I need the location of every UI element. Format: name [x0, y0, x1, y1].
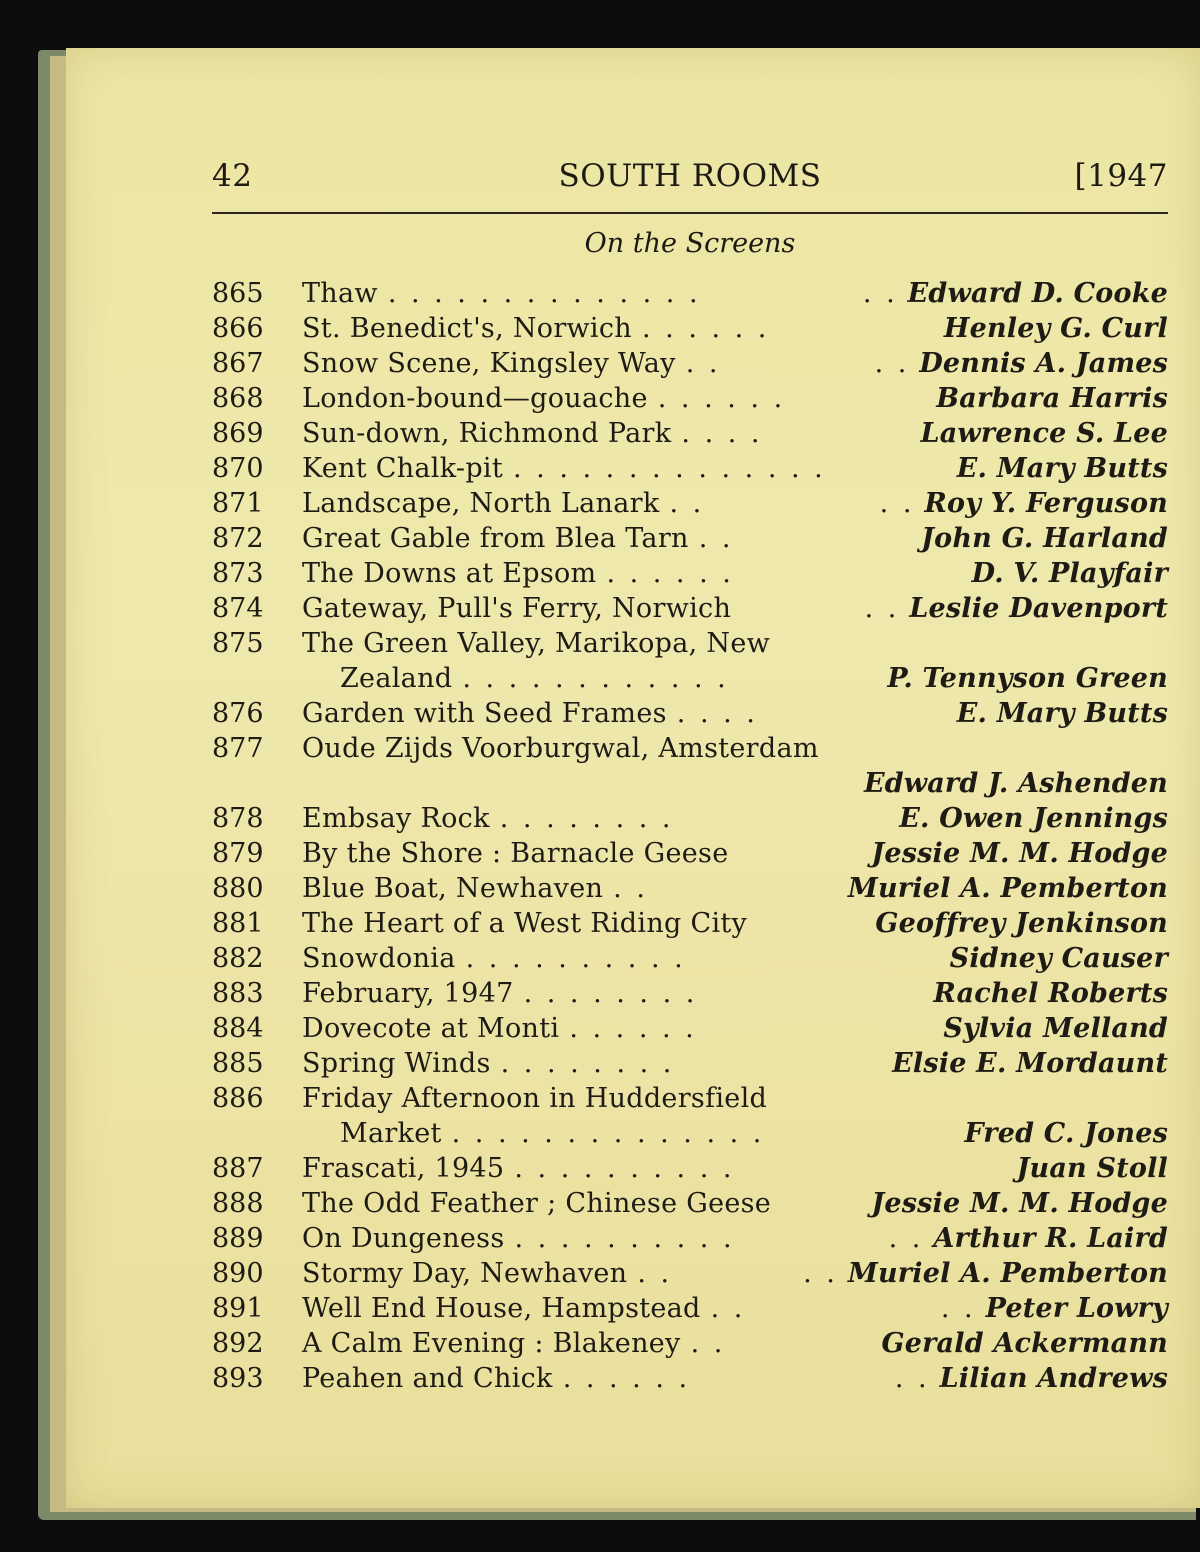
entry-artist-wrap — [943, 1011, 1168, 1046]
entry-title-wrap — [302, 906, 747, 941]
entry-number: 891 — [212, 1293, 264, 1324]
entry-artist-wrap — [871, 836, 1168, 871]
entry-artist-wrap — [921, 416, 1168, 451]
entry-line — [212, 556, 1168, 591]
catalogue-entry — [212, 556, 1168, 591]
entry-number: 868 — [212, 383, 264, 414]
running-head — [212, 158, 1168, 202]
entry-line — [212, 1011, 1168, 1046]
leader-dots: . . . . . . — [641, 313, 770, 344]
catalogue-entry — [212, 626, 1168, 696]
entry-number: 884 — [212, 1013, 264, 1044]
entry-artist: Dennis A. James — [919, 348, 1168, 379]
catalogue-entry — [212, 976, 1168, 1011]
entry-title-wrap — [302, 1326, 725, 1361]
entry-number: 893 — [212, 1363, 264, 1394]
catalogue-entry — [212, 906, 1168, 941]
leader-dots: . . . . . . — [562, 1363, 691, 1394]
leader-dots: . . . . . . . . . . — [514, 1153, 735, 1184]
entry-line — [212, 906, 1168, 941]
entry-title: Spring Winds — [302, 1048, 491, 1079]
entry-title: Snow Scene, Kingsley Way — [302, 348, 676, 379]
entry-title-wrap — [302, 1081, 767, 1116]
entry-title: The Downs at Epsom — [302, 558, 597, 589]
leader-dots: . . — [669, 488, 705, 519]
leader-dots: . . — [888, 1223, 924, 1254]
header-rule — [212, 212, 1168, 214]
leader-dots: . . — [874, 348, 910, 379]
entry-artist: Geoffrey Jenkinson — [875, 908, 1168, 939]
leader-dots: . . . . . . — [606, 558, 734, 589]
catalogue-entry — [212, 1081, 1168, 1151]
entry-title-wrap — [302, 521, 733, 556]
catalogue-entry — [212, 941, 1168, 976]
entry-artist: Sidney Causer — [949, 943, 1168, 974]
entry-artist: Arthur R. Laird — [933, 1223, 1168, 1254]
entry-number: 874 — [212, 593, 264, 624]
entry-title-continued: Market — [340, 1118, 442, 1149]
entry-artist-wrap — [933, 976, 1168, 1011]
leader-dots: . . — [698, 523, 734, 554]
entry-title: Garden with Seed Frames — [302, 698, 667, 729]
entry-number: 873 — [212, 558, 264, 589]
leader-dots: . . . . . . . . — [523, 978, 698, 1009]
entry-title-wrap — [302, 1151, 734, 1186]
catalogue-entry — [212, 311, 1168, 346]
entry-number: 878 — [212, 803, 264, 834]
entry-artist: P. Tennyson Green — [887, 663, 1168, 694]
catalogue-entry — [212, 1151, 1168, 1186]
leader-dots: . . — [710, 1293, 746, 1324]
catalogue-entry — [212, 801, 1168, 836]
entry-artist-wrap — [864, 766, 1168, 801]
entry-title-wrap — [302, 486, 704, 521]
entry-title: February, 1947 — [302, 978, 514, 1009]
entry-artist-wrap — [881, 1326, 1168, 1361]
leader-dots: . . . . . . . . — [499, 803, 674, 834]
entry-title-wrap — [302, 311, 769, 346]
entry-artist: John G. Harland — [921, 523, 1168, 554]
entry-line — [212, 696, 1168, 731]
catalogue-entry — [212, 731, 1168, 801]
leader-dots: . . — [637, 1258, 673, 1289]
entry-artist-wrap — [957, 451, 1168, 486]
entry-number: 881 — [212, 908, 264, 939]
entry-title: London-bound—gouache — [302, 383, 648, 414]
page-number: 42 — [212, 158, 253, 194]
entry-title-wrap — [302, 1256, 672, 1291]
entry-artist-wrap — [899, 801, 1168, 836]
catalogue-entry — [212, 1186, 1168, 1221]
leader-dots: . . — [803, 1258, 838, 1289]
entry-title: Blue Boat, Newhaven — [302, 873, 604, 904]
entry-artist-wrap — [848, 871, 1168, 906]
leader-dots: . . . . . . . . . . . . . . — [451, 1118, 765, 1149]
entry-line — [212, 1256, 1168, 1291]
entry-number: 865 — [212, 278, 264, 309]
entry-artist-wrap — [803, 1256, 1168, 1291]
entry-list — [212, 276, 1168, 1396]
catalogue-entry — [212, 871, 1168, 906]
catalogue-entry — [212, 416, 1168, 451]
entry-number: 879 — [212, 838, 264, 869]
entry-title-wrap — [302, 556, 734, 591]
entry-title: Frascati, 1945 — [302, 1153, 505, 1184]
entry-title-wrap — [302, 941, 686, 976]
leader-dots: . . — [864, 593, 900, 624]
entry-line — [212, 381, 1168, 416]
entry-artist: Barbara Harris — [936, 383, 1168, 414]
catalogue-entry — [212, 521, 1168, 556]
entry-line — [212, 1361, 1168, 1396]
leader-dots: . . — [862, 278, 898, 309]
entry-artist-wrap — [895, 1361, 1168, 1396]
entry-number: 870 — [212, 453, 264, 484]
entry-artist: Lawrence S. Lee — [920, 418, 1168, 449]
leader-dots: . . . . . . . . . . — [465, 943, 686, 974]
catalogue-entry — [212, 1361, 1168, 1396]
entry-title: The Green Valley, Marikopa, New — [302, 628, 771, 659]
entry-title: The Heart of a West Riding City — [302, 908, 748, 939]
entry-artist-wrap — [892, 1046, 1168, 1081]
entry-artist: Jessie M. M. Hodge — [871, 1188, 1168, 1219]
entry-artist: Juan Stoll — [1016, 1153, 1168, 1184]
leader-dots: . . . . . . . . . . — [514, 1223, 735, 1254]
entry-title-wrap — [302, 731, 819, 766]
entry-line — [212, 801, 1168, 836]
entry-number: 871 — [212, 488, 264, 519]
leader-dots: . . . . — [681, 418, 763, 449]
leader-dots: . . . . . . . . . . . . — [462, 663, 729, 694]
entry-number: 886 — [212, 1083, 264, 1114]
entry-line — [212, 1046, 1168, 1081]
entry-title: Embsay Rock — [302, 803, 490, 834]
entry-artist-wrap — [889, 1221, 1168, 1256]
entry-title: Oude Zijds Voorburgwal, Amsterdam — [302, 733, 819, 764]
entry-title-wrap — [302, 696, 758, 731]
entry-artist-wrap — [863, 276, 1168, 311]
entry-title-wrap — [340, 661, 729, 696]
entry-number: 885 — [212, 1048, 264, 1079]
entry-title-wrap — [302, 836, 728, 871]
entry-artist-wrap — [887, 661, 1168, 696]
entry-number: 882 — [212, 943, 264, 974]
leader-dots: . . — [894, 1363, 930, 1394]
catalogue-entry — [212, 1256, 1168, 1291]
entry-title-wrap — [302, 1186, 771, 1221]
entry-line — [212, 521, 1168, 556]
entry-artist: Muriel A. Pemberton — [847, 1258, 1168, 1289]
entry-number: 866 — [212, 313, 264, 344]
entry-number: 867 — [212, 348, 264, 379]
entry-line — [212, 1116, 1168, 1151]
entry-line — [212, 451, 1168, 486]
entry-title: Snowdonia — [302, 943, 456, 974]
entry-artist: E. Mary Butts — [956, 453, 1168, 484]
entry-line — [212, 871, 1168, 906]
catalogue-entry — [212, 1221, 1168, 1256]
entry-artist-wrap — [880, 486, 1168, 521]
entry-title-wrap — [302, 1361, 690, 1396]
leader-dots: . . — [940, 1293, 976, 1324]
entry-artist: Jessie M. M. Hodge — [871, 838, 1168, 869]
entry-line — [212, 416, 1168, 451]
entry-title: Sun-down, Richmond Park — [302, 418, 672, 449]
entry-title: Friday Afternoon in Huddersfield — [302, 1083, 768, 1114]
section-title: On the Screens — [584, 228, 796, 259]
entry-artist: Rachel Roberts — [933, 978, 1168, 1009]
entry-line — [212, 976, 1168, 1011]
page-year: [1947 — [1074, 158, 1168, 194]
entry-number: 888 — [212, 1188, 264, 1219]
entry-artist: E. Mary Butts — [956, 698, 1168, 729]
catalogue-entry — [212, 591, 1168, 626]
entry-artist-wrap — [936, 381, 1168, 416]
entry-title-wrap — [302, 276, 701, 311]
catalogue-entry — [212, 1326, 1168, 1361]
entry-artist: Roy Y. Ferguson — [924, 488, 1168, 519]
entry-artist-wrap — [972, 556, 1168, 591]
entry-artist: Muriel A. Pemberton — [847, 873, 1168, 904]
entry-title-wrap — [302, 381, 785, 416]
entry-artist-wrap — [871, 1186, 1168, 1221]
entry-title-continued: Zealand — [340, 663, 453, 694]
entry-line — [212, 661, 1168, 696]
entry-title-wrap — [302, 591, 731, 626]
entry-artist-wrap — [944, 311, 1168, 346]
entry-title: Well End House, Hampstead — [302, 1293, 701, 1324]
entry-title-wrap — [302, 801, 674, 836]
entry-line — [212, 626, 1168, 661]
entry-artist: Peter Lowry — [985, 1293, 1168, 1324]
entry-artist: Fred C. Jones — [964, 1118, 1168, 1149]
catalogue-entry — [212, 1011, 1168, 1046]
catalogue-entry — [212, 696, 1168, 731]
entry-line — [212, 836, 1168, 871]
entry-artist: Gerald Ackermann — [881, 1328, 1168, 1359]
entry-number: 890 — [212, 1258, 264, 1289]
entry-line — [212, 1081, 1168, 1116]
entry-artist-wrap — [921, 521, 1168, 556]
entry-number: 877 — [212, 733, 264, 764]
entry-line — [212, 276, 1168, 311]
page-title: SOUTH ROOMS — [558, 158, 822, 194]
leader-dots: . . . . — [676, 698, 758, 729]
entry-number: 872 — [212, 523, 264, 554]
leader-dots: . . — [613, 873, 648, 904]
catalogue-entry — [212, 346, 1168, 381]
entry-artist-wrap — [950, 941, 1168, 976]
entry-title-wrap — [302, 451, 826, 486]
entry-title: The Odd Feather ; Chinese Geese — [302, 1188, 772, 1219]
entry-artist: Leslie Davenport — [909, 593, 1168, 624]
entry-title-wrap — [302, 416, 763, 451]
entry-artist: Sylvia Melland — [943, 1013, 1168, 1044]
entry-line — [212, 731, 1168, 766]
entry-title-wrap — [302, 1221, 735, 1256]
entry-line — [212, 1326, 1168, 1361]
entry-title: By the Shore : Barnacle Geese — [302, 838, 729, 869]
entry-artist-wrap — [957, 696, 1168, 731]
entry-line — [212, 1291, 1168, 1326]
entry-number: 875 — [212, 628, 264, 659]
entry-title-wrap — [302, 346, 720, 381]
entry-title-wrap — [302, 871, 648, 906]
entry-title: A Calm Evening : Blakeney — [302, 1328, 681, 1359]
entry-title-wrap — [302, 976, 697, 1011]
entry-line — [212, 346, 1168, 381]
entry-title-wrap — [340, 1116, 764, 1151]
entry-title: Thaw — [302, 278, 378, 309]
entry-title: Kent Chalk-pit — [302, 453, 504, 484]
catalogue-entry — [212, 1291, 1168, 1326]
entry-title: St. Benedict's, Norwich — [302, 313, 632, 344]
entry-number: 876 — [212, 698, 264, 729]
catalogue-entry — [212, 1046, 1168, 1081]
entry-title: Gateway, Pull's Ferry, Norwich — [302, 593, 732, 624]
entry-title-wrap — [302, 1046, 674, 1081]
leader-dots: . . . . . . . . — [500, 1048, 675, 1079]
entry-artist-wrap — [1017, 1151, 1168, 1186]
entry-title-wrap — [302, 626, 770, 661]
entry-number: 887 — [212, 1153, 264, 1184]
entry-artist: Edward D. Cooke — [907, 278, 1168, 309]
entry-line — [212, 1221, 1168, 1256]
entry-title-wrap — [302, 1011, 697, 1046]
entry-line — [212, 591, 1168, 626]
entry-title: Dovecote at Monti — [302, 1013, 560, 1044]
catalogue-entry — [212, 381, 1168, 416]
entry-line — [212, 1186, 1168, 1221]
entry-line — [212, 766, 1168, 801]
entry-artist-wrap — [964, 1116, 1168, 1151]
entry-number: 889 — [212, 1223, 264, 1254]
entry-artist: E. Owen Jennings — [899, 803, 1168, 834]
entry-artist: D. V. Playfair — [971, 558, 1168, 589]
entry-number: 869 — [212, 418, 264, 449]
catalogue-entry — [212, 276, 1168, 311]
entry-line — [212, 941, 1168, 976]
leader-dots: . . — [879, 488, 915, 519]
leader-dots: . . — [690, 1328, 726, 1359]
entry-line — [212, 311, 1168, 346]
entry-title: Stormy Day, Newhaven — [302, 1258, 628, 1289]
entry-title: Peahen and Chick — [302, 1363, 553, 1394]
entry-artist: Henley G. Curl — [943, 313, 1168, 344]
entry-title: Great Gable from Blea Tarn — [302, 523, 689, 554]
leader-dots: . . . . . . — [657, 383, 786, 414]
leader-dots: . . — [685, 348, 721, 379]
entry-title: On Dungeness — [302, 1223, 505, 1254]
entry-number: 892 — [212, 1328, 264, 1359]
leader-dots: . . . . . . . . . . . . . . — [513, 453, 826, 484]
entry-artist: Edward J. Ashenden — [863, 768, 1168, 799]
entry-line — [212, 486, 1168, 521]
entry-artist-wrap — [941, 1291, 1168, 1326]
entry-artist-wrap — [865, 591, 1168, 626]
entry-artist: Lilian Andrews — [939, 1363, 1168, 1394]
catalogue-entry — [212, 836, 1168, 871]
entry-artist-wrap — [875, 346, 1168, 381]
entry-title: Landscape, North Lanark — [302, 488, 660, 519]
entry-number: 880 — [212, 873, 264, 904]
catalogue-entry — [212, 486, 1168, 521]
entry-line — [212, 1151, 1168, 1186]
leader-dots: . . . . . . . . . . . . . . — [387, 278, 701, 309]
entry-artist-wrap — [875, 906, 1168, 941]
entry-number: 883 — [212, 978, 264, 1009]
entry-artist: Elsie E. Mordaunt — [892, 1048, 1168, 1079]
leader-dots: . . . . . . — [569, 1013, 697, 1044]
entry-title-wrap — [302, 1291, 745, 1326]
catalogue-entry — [212, 451, 1168, 486]
